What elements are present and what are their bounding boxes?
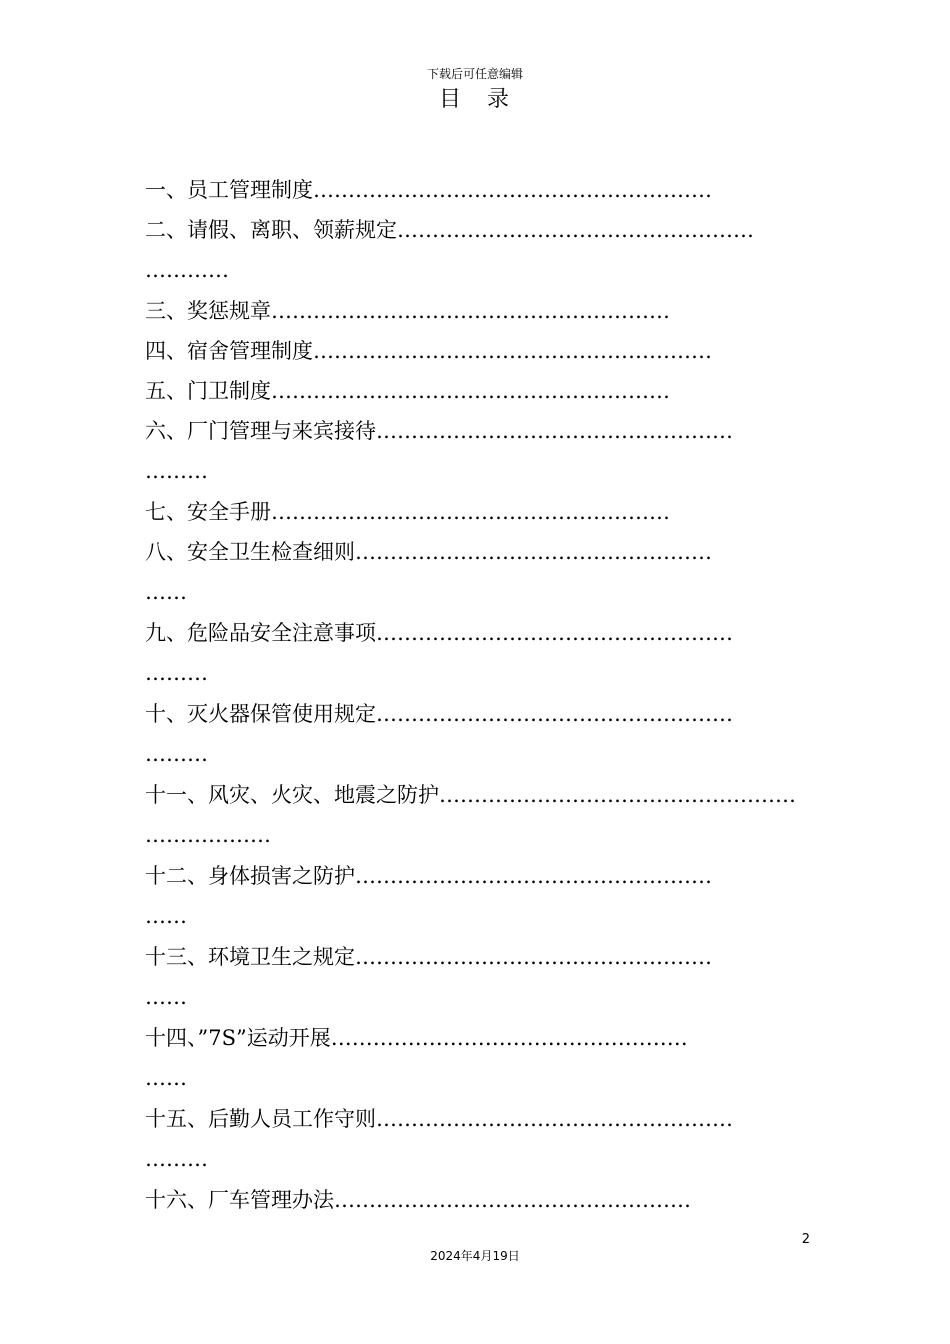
toc-entry: 四、宿舍管理制度………………………………………………… bbox=[145, 339, 712, 363]
toc-entry: 三、奖惩规章………………………………………………… bbox=[145, 299, 670, 323]
header-note: 下载后可任意编辑 bbox=[426, 67, 523, 81]
footer-date: 2024年4月19日 bbox=[430, 1249, 520, 1263]
table-of-contents bbox=[145, 170, 815, 1220]
toc-entry-continuation: ……… bbox=[145, 742, 208, 766]
toc-entry: 九、危险品安全注意事项…………………………………………… bbox=[145, 621, 733, 645]
toc-entry: 五、门卫制度………………………………………………… bbox=[145, 379, 670, 403]
toc-entry: 二、请假、离职、领薪规定…………………………………………… bbox=[145, 218, 754, 242]
toc-entry: 十五、后勤人员工作守则…………………………………………… bbox=[145, 1107, 733, 1131]
toc-entry: 一、员工管理制度………………………………………………… bbox=[145, 178, 712, 202]
toc-entry: 十、灭火器保管使用规定…………………………………………… bbox=[145, 702, 733, 726]
toc-entry-continuation: …… bbox=[145, 1066, 187, 1090]
toc-entry: 十四、”7S”运动开展…………………………………………… bbox=[145, 1026, 688, 1050]
toc-entry-continuation: ……… bbox=[145, 661, 208, 685]
toc-entry-continuation: ……… bbox=[145, 1147, 208, 1171]
toc-entry: 八、安全卫生检查细则…………………………………………… bbox=[145, 540, 712, 564]
toc-entry-continuation: …… bbox=[145, 580, 187, 604]
toc-entry: 十二、身体损害之防护…………………………………………… bbox=[145, 864, 712, 888]
toc-entry: 七、安全手册………………………………………………… bbox=[145, 500, 670, 524]
toc-entry: 十六、厂车管理办法…………………………………………… bbox=[145, 1188, 691, 1212]
toc-entry-continuation: ……………… bbox=[145, 823, 271, 847]
toc-entry: 六、厂门管理与来宾接待…………………………………………… bbox=[145, 419, 733, 443]
page-number: 2 bbox=[801, 1232, 810, 1247]
toc-entry-continuation: …… bbox=[145, 985, 187, 1009]
toc-entry-continuation: ………… bbox=[145, 258, 229, 282]
page-title: 目 录 bbox=[438, 87, 511, 112]
toc-entry-continuation: …… bbox=[145, 904, 187, 928]
toc-entry: 十一、风灾、火灾、地震之防护…………………………………………… bbox=[145, 783, 796, 807]
toc-entry-continuation: ……… bbox=[145, 459, 208, 483]
toc-entry: 十三、环境卫生之规定…………………………………………… bbox=[145, 945, 712, 969]
